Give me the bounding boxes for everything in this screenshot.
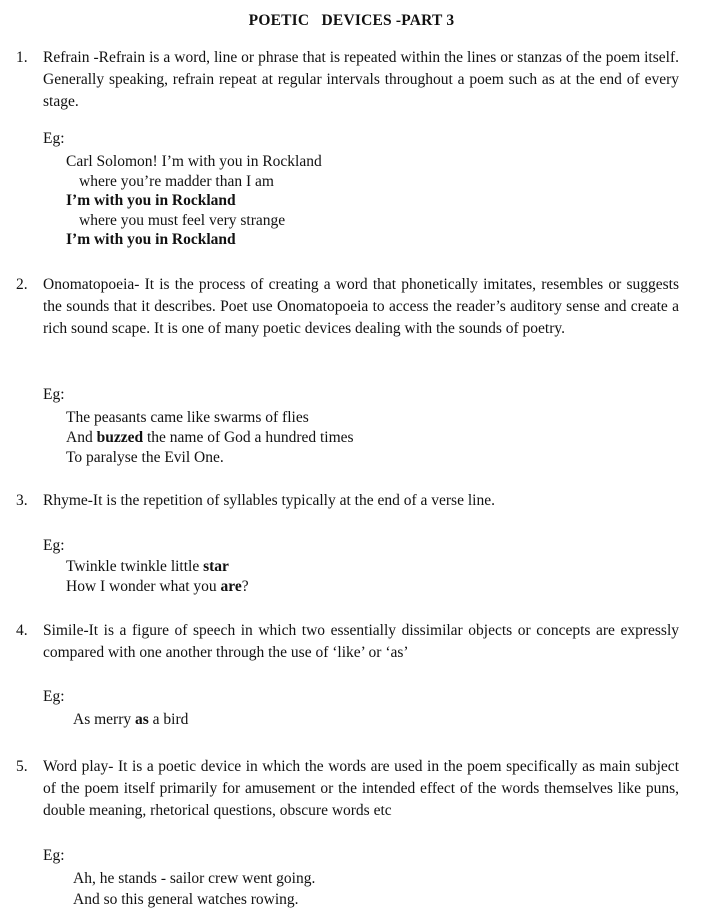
page-title: POETIC DEVICES -PART 3 bbox=[248, 12, 455, 29]
example-line: As merry as a bird bbox=[73, 711, 189, 728]
example-line: where you’re madder than I am bbox=[79, 173, 274, 190]
example-line: Twinkle twinkle little star bbox=[66, 558, 229, 575]
item-number: 5. bbox=[16, 758, 28, 775]
example-line: How I wonder what you are? bbox=[66, 578, 249, 595]
item-number: 4. bbox=[16, 622, 28, 639]
example-label: Eg: bbox=[43, 847, 65, 864]
example-label: Eg: bbox=[43, 130, 65, 147]
example-line: I’m with you in Rockland bbox=[66, 192, 236, 209]
definition-refrain: Refrain -Refrain is a word, line or phrase that is repeated within the lines or stanzas of the poem itself. Generally speaking, refrain repeat at regular intervals throughout a poem such as at the end of every stage. bbox=[43, 49, 679, 111]
definition-rhyme: Rhyme-It is the repetition of syllables typically at the end of a verse line. bbox=[43, 492, 495, 509]
example-label: Eg: bbox=[43, 386, 65, 403]
item-number: 1. bbox=[16, 49, 28, 66]
example-label: Eg: bbox=[43, 688, 65, 705]
item-number: 3. bbox=[16, 492, 28, 509]
example-line: The peasants came like swarms of flies bbox=[66, 409, 309, 426]
example-label: Eg: bbox=[43, 537, 65, 554]
example-line: I’m with you in Rockland bbox=[66, 231, 236, 248]
definition-onomatopoeia: Onomatopoeia- It is the process of creating a word that phonetically imitates, resembles or suggests the sounds that it describes. Poet use Onomatopoeia to access the reader’s auditory sense and create a rich sound scape. It is one of many poetic devices dealing with the sounds of poetry. bbox=[43, 276, 679, 338]
definition-word-play: Word play- It is a poetic device in which the words are used in the poem specifically as main subject of the poem itself primarily for amusement or the intended effect of the words themselves like puns, double meaning, rhetorical questions, obscure words etc bbox=[43, 758, 679, 820]
example-line: where you must feel very strange bbox=[79, 212, 286, 229]
example-line: And so this general watches rowing. bbox=[73, 891, 299, 908]
item-number: 2. bbox=[16, 276, 28, 293]
definition-simile: Simile-It is a figure of speech in which two essentially dissimilar objects or concepts are expressly compared with one another through the use of ‘like’ or ‘as’ bbox=[43, 622, 679, 662]
example-line: To paralyse the Evil One. bbox=[66, 449, 224, 466]
example-line: Carl Solomon! I’m with you in Rockland bbox=[66, 153, 322, 170]
example-line: And buzzed the name of God a hundred times bbox=[66, 429, 354, 446]
example-line: Ah, he stands - sailor crew went going. bbox=[73, 870, 316, 887]
